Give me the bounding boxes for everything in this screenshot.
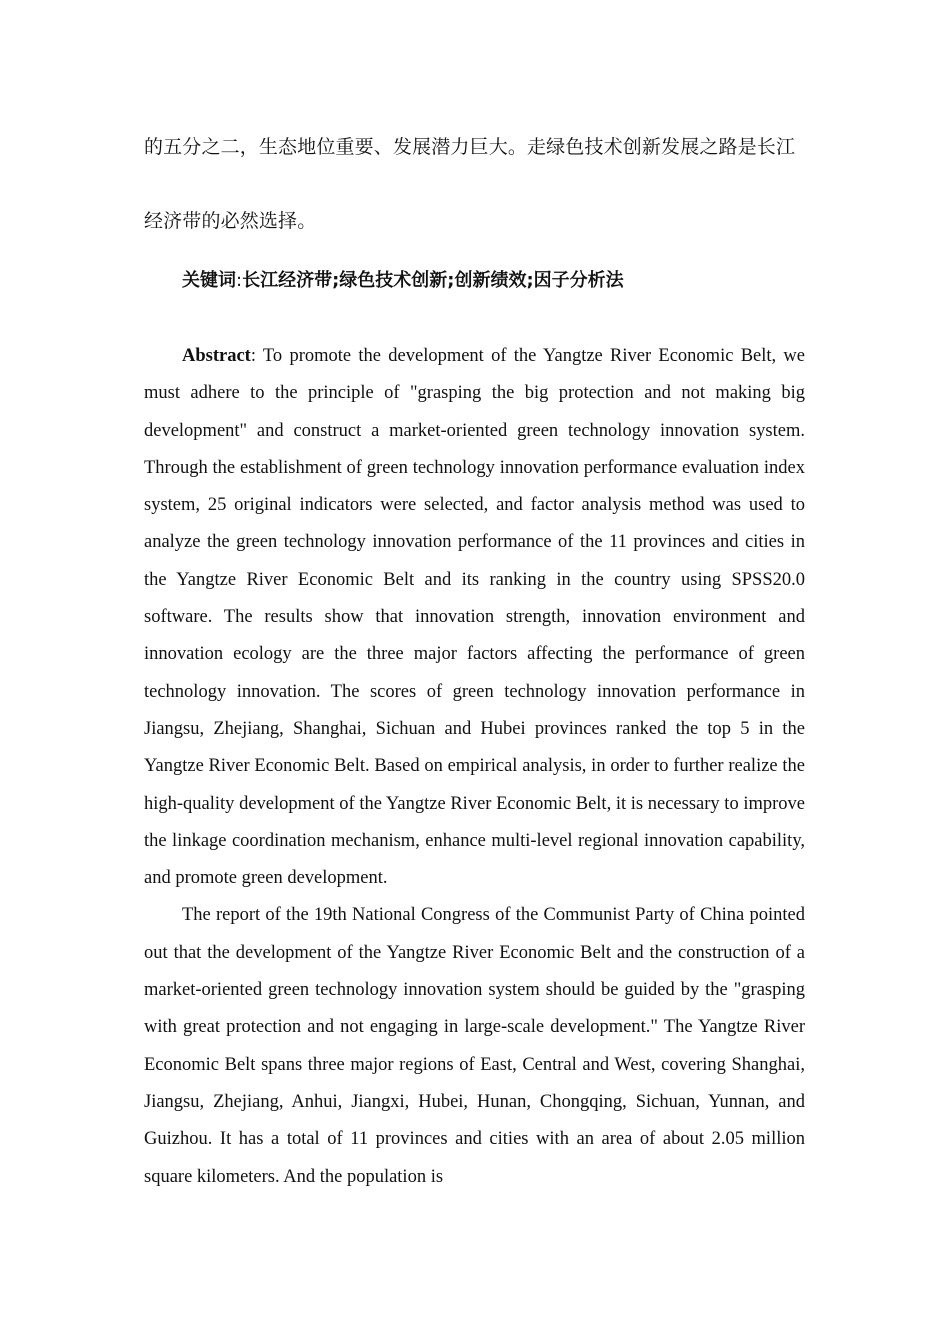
keywords-list: 长江经济带;绿色技术创新;创新绩效;因子分析法 bbox=[242, 270, 624, 291]
keywords-label: 关键词 bbox=[182, 270, 236, 291]
english-abstract bbox=[144, 338, 805, 897]
chinese-abstract-line-1: 的五分之二，生态地位重要、发展潜力巨大。走绿色技术创新发展之路是长江 bbox=[144, 136, 796, 158]
abstract-label: Abstract bbox=[182, 346, 251, 366]
chinese-abstract-line-2: 经济带的必然选择。 bbox=[144, 210, 317, 232]
abstract-text: : To promote the development of the Yangtze River Economic Belt, we must adhere to the principle of "grasping the big protection and not making big development" and construct a market-oriented green technology innovation system. Through the establishment of green technology innovation performance evaluation index system, 25 original indicators were selected, and factor analysis method was used to analyze the green technology innovation performance of the 11 provinces and cities in the Yangtze River Economic Belt and its ranking in the country using SPSS20.0 software. The results show that innovation strength, innovation environment and innovation ecology are the three major factors affecting the performance of green technology innovation. The scores of green technology innovation performance in Jiangsu, Zhejiang, Shanghai, Sichuan and Hubei provinces ranked the top 5 in the Yangtze River Economic Belt. Based on empirical analysis, in order to further realize the high-quality development of the Yangtze River Economic Belt, it is necessary to improve the linkage coordination mechanism, enhance multi-level regional innovation capability, and promote green development. bbox=[144, 346, 805, 889]
intro-paragraph: The report of the 19th National Congress of the Communist Party of China pointed out that the development of the Yangtze River Economic Belt and the construction of a market-oriented green technology innovation system should be guided by the "grasping with great protection and not engaging in large-scale development." The Yangtze River Economic Belt spans three major regions of East, Central and West, covering Shanghai, Jiangsu, Zhejiang, Anhui, Jiangxi, Hubei, Hunan, Chongqing, Sichuan, Yunnan, and Guizhou. It has a total of 11 provinces and cities with an area of about 2.05 million square kilometers. And the population is bbox=[144, 905, 805, 1187]
keywords-line bbox=[144, 267, 805, 295]
page-content bbox=[144, 133, 805, 1196]
keywords-colon: : bbox=[236, 270, 243, 291]
